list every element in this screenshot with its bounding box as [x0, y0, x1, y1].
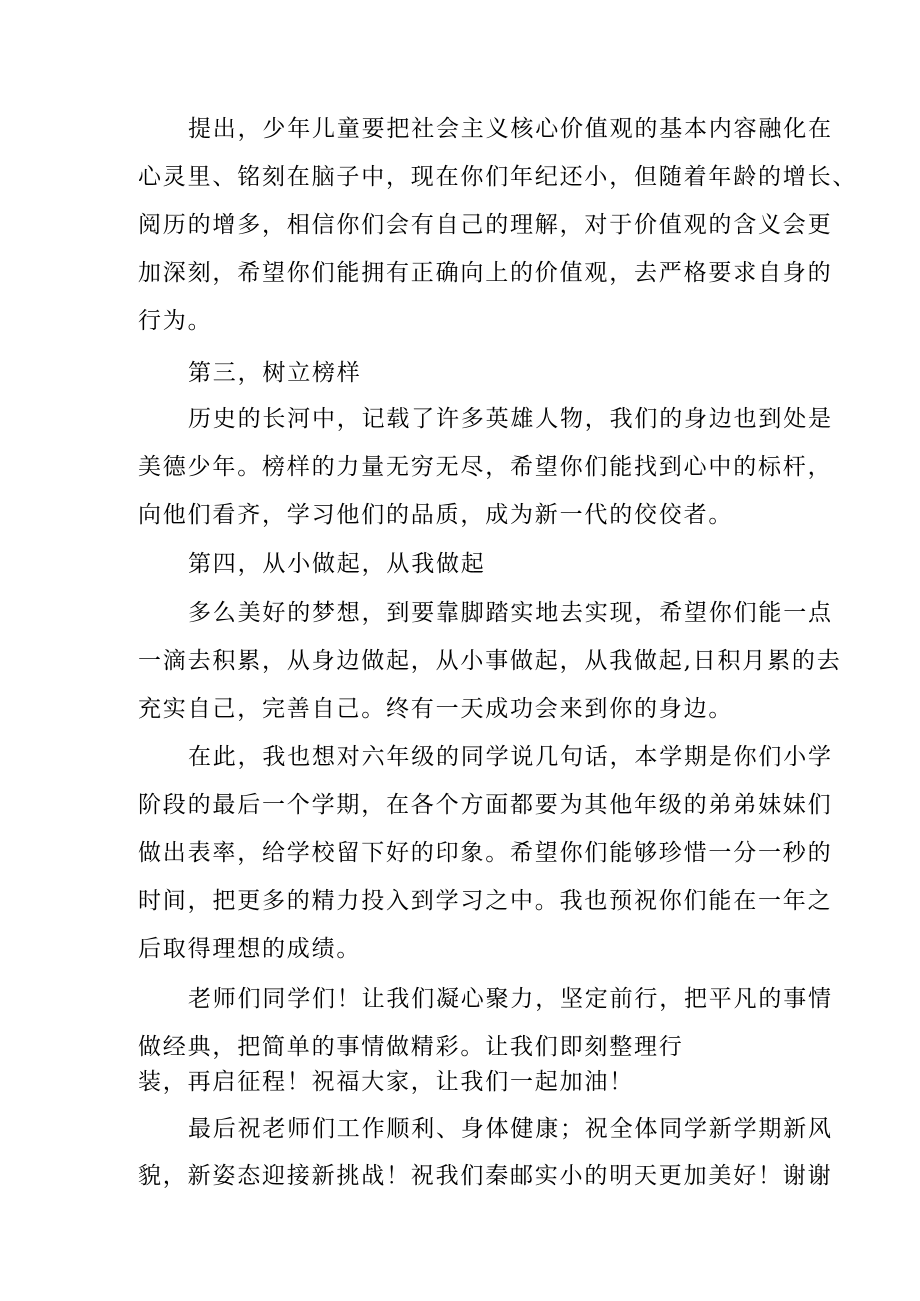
text-line: 阅历的增多，相信你们会有自己的理解，对于价值观的含义会更: [138, 212, 833, 238]
text-line: 一滴去积累，从身边做起，从小事做起，从我做起,日积月累的去: [138, 648, 842, 674]
text-line: 提出，少年儿童要把社会主义核心价值观的基本内容融化在: [188, 116, 833, 142]
text-line: 貌，新姿态迎接新挑战！祝我们秦邮实小的明天更加美好！谢谢: [138, 1163, 833, 1189]
text-line: 充实自己，完善自己。终有一天成功会来到你的身边。: [138, 696, 734, 722]
text-line: 向他们看齐，学习他们的品质，成为新一代的佼佼者。: [138, 502, 734, 528]
text-line: 在此，我也想对六年级的同学说几句话，本学期是你们小学: [188, 744, 833, 770]
text-line: 行为。: [138, 308, 213, 334]
text-line: 老师们同学们！让我们凝心聚力，坚定前行，把平凡的事情: [188, 986, 833, 1012]
section-heading-three: 第三，树立榜样: [188, 360, 362, 386]
text-line: 做经典，把简单的事情做精彩。让我们即刻整理行: [138, 1034, 684, 1060]
text-line: 装，再启征程！祝福大家，让我们一起加油！: [138, 1069, 634, 1095]
text-line: 后取得理想的成绩。: [138, 936, 362, 962]
text-line: 时间，把更多的精力投入到学习之中。我也预祝你们能在一年之: [138, 888, 833, 914]
text-line: 心灵里、铭刻在脑子中，现在你们年纪还小，但随着年龄的增长、: [138, 164, 858, 190]
text-line: 历史的长河中，记载了许多英雄人物，我们的身边也到处是: [188, 406, 833, 432]
section-heading-four: 第四，从小做起，从我做起: [188, 551, 486, 577]
text-line: 加深刻，希望你们能拥有正确向上的价值观，去严格要求自身的: [138, 260, 833, 286]
text-line: 多么美好的梦想，到要靠脚踏实地去实现，希望你们能一点: [188, 600, 833, 626]
text-line: 阶段的最后一个学期，在各个方面都要为其他年级的弟弟妹妹们: [138, 792, 833, 818]
text-line: 最后祝老师们工作顺利、身体健康；祝全体同学新学期新风: [188, 1116, 833, 1142]
text-line: 美德少年。榜样的力量无穷无尽，希望你们能找到心中的标杆，: [138, 454, 833, 480]
text-line: 做出表率，给学校留下好的印象。希望你们能够珍惜一分一秒的: [138, 840, 833, 866]
